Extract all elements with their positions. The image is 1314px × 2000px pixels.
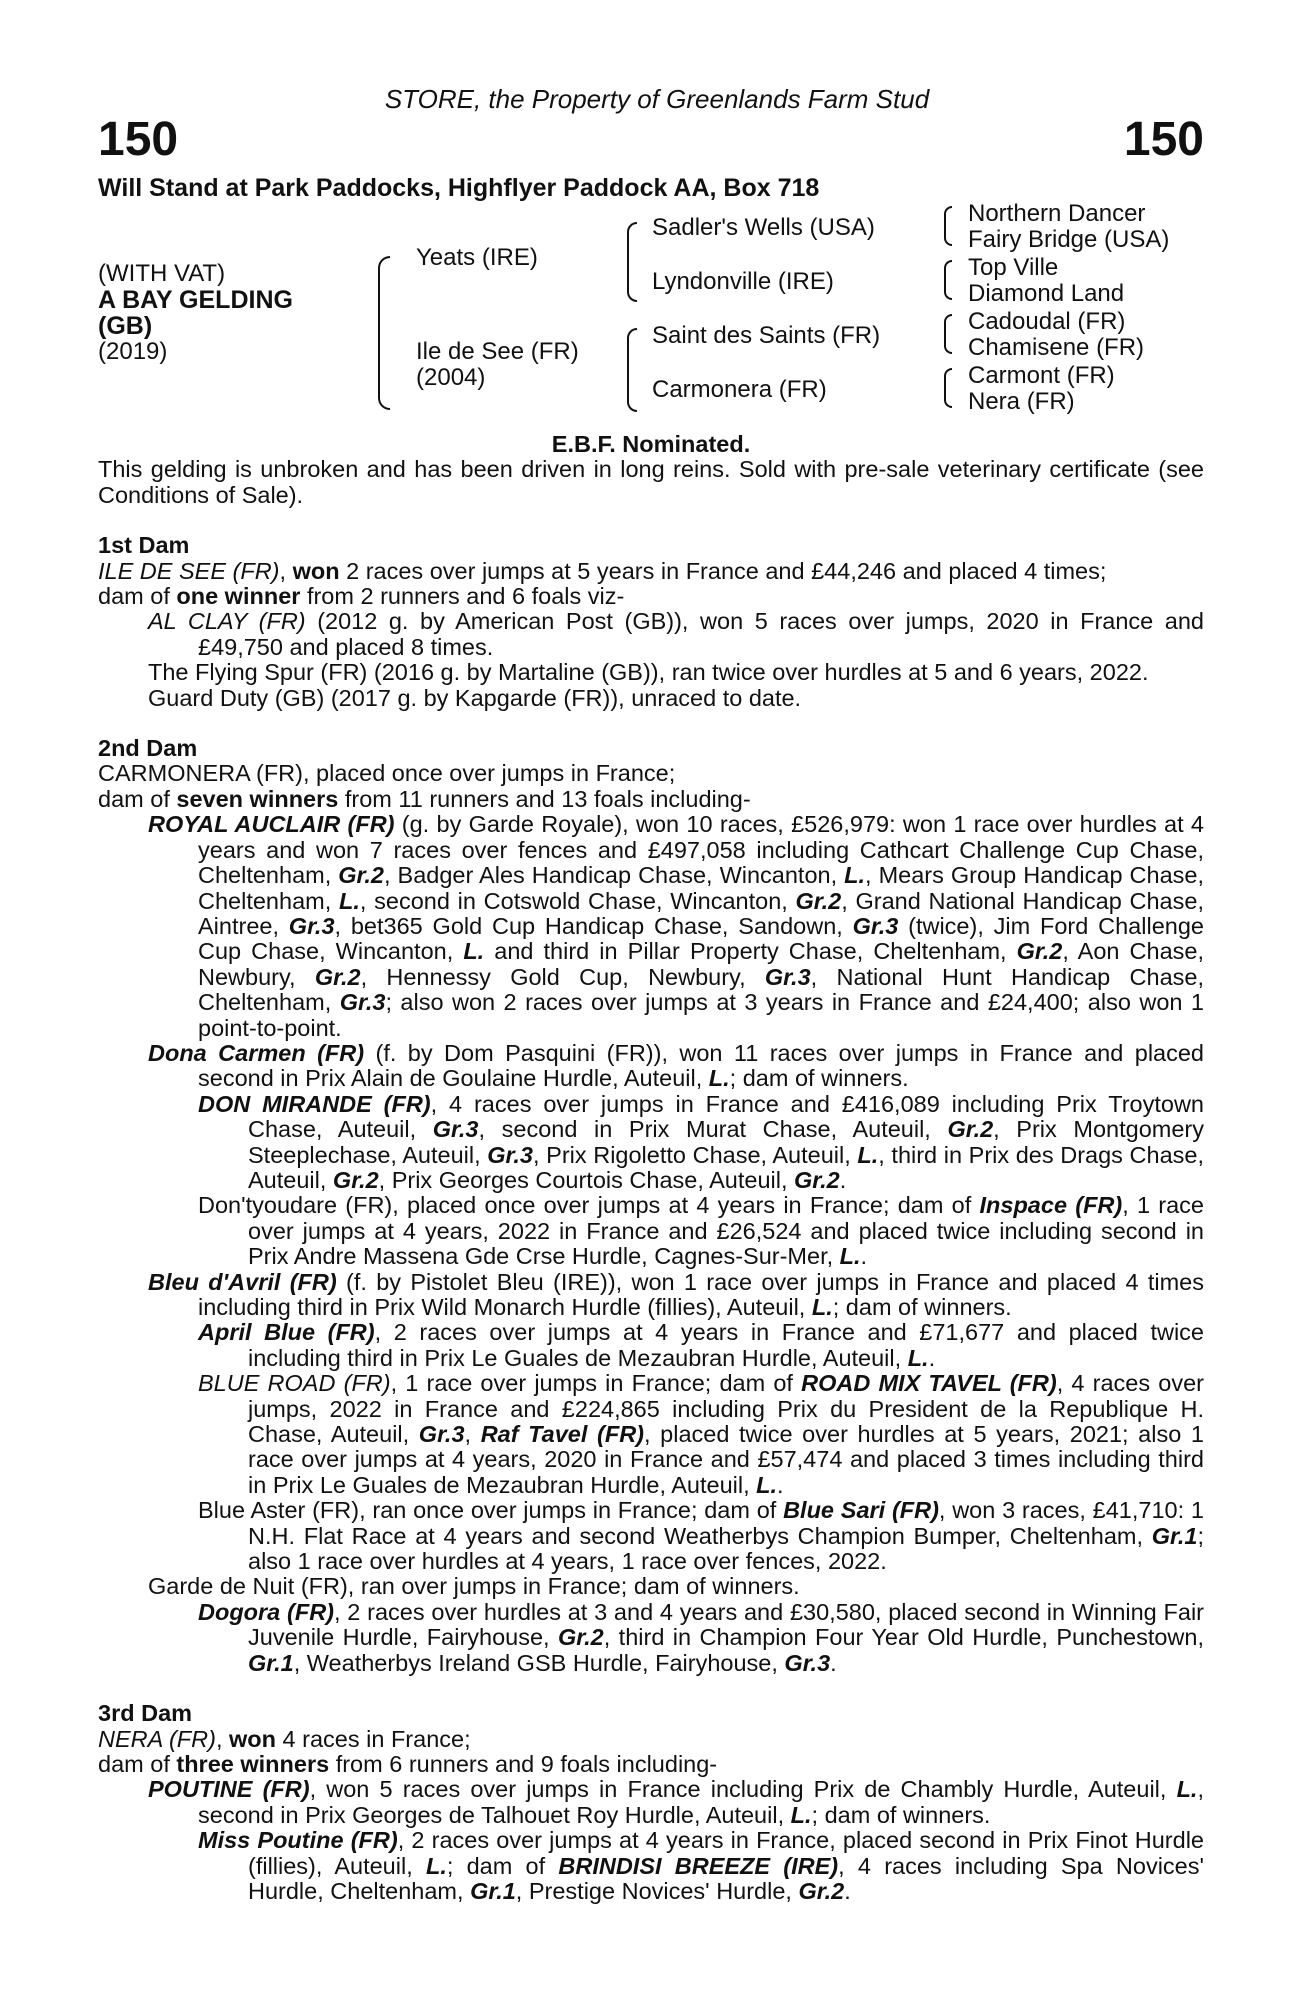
ba-t3: ; also 1 race over hurdles at 4 years, 1 race over fences, 2022. [248, 1522, 1204, 1575]
listed-badge: L. [857, 1141, 879, 1168]
blue-road-entry [98, 1371, 1204, 1498]
blue-sari-name: Blue Sari (FR) [783, 1497, 939, 1524]
don-mirande-entry [98, 1092, 1204, 1194]
grade-badge: Gr.2 [794, 1166, 840, 1193]
grade-badge: Gr.3 [339, 989, 386, 1016]
dona-t1: (f. by Dom Pasquini (FR)), won 11 races over jumps in France and placed second in Prix Alain de Goulaine Hurdle, Auteuil, [198, 1039, 1204, 1092]
br-t2: , 4 races over jumps, 2022 in France and £224,865 including Prix du President de la Republique H. Chase, Auteuil, [248, 1370, 1204, 1448]
april-blue-entry [98, 1320, 1204, 1371]
pou-t2: , second in Prix Georges de Talhouet Roy Hurdle, Auteuil, [198, 1776, 1204, 1828]
sire-sire: Sadler's Wells (USA) [652, 214, 875, 241]
royal-t11: , National Hunt Handicap Chase, Cheltenham, [198, 963, 1204, 1016]
third-dam-winners: three winners [176, 1750, 330, 1777]
listed-badge: L. [790, 1801, 812, 1828]
sire-dam-dam: Diamond Land [968, 280, 1125, 307]
ebf-nominated: E.B.F. Nominated. [551, 431, 751, 457]
dt-t2: , 1 race over jumps at 4 years, 2022 in France and £26,524 and placed twice including second in Prix Andre Massena Gde Crse Hurdle, Cagnes-Sur-Mer, [248, 1192, 1204, 1270]
third-dam-won: won [229, 1725, 276, 1752]
produce-text-1: (2012 g. by American Post (GB)), won 5 races over jumps, 2020 in France and £49,750 and placed 8 times. [198, 608, 1204, 660]
stand-line: Will Stand at Park Paddocks, Highflyer Paddock AA, Box 718 [98, 174, 820, 202]
dam-sire: Saint des Saints (FR) [652, 322, 881, 349]
sire-sire-dam: Fairy Bridge (USA) [968, 226, 1170, 253]
brindisi-breeze-name: BRINDISI BREEZE (IRE) [558, 1852, 839, 1879]
second-dam-line2c: from 11 runners and 13 foals including- [338, 785, 751, 812]
intro-text: This gelding is unbroken and has been driven in long reins. Sold with pre-sale veterinary certificate (see Conditions of Sale). [98, 456, 1204, 508]
grade-badge: Gr.3 [784, 1649, 831, 1676]
dam-year: (2004) [416, 364, 486, 391]
mp-t4: , Prestige Novices' Hurdle, [515, 1877, 799, 1904]
grade-badge: Gr.1 [1151, 1522, 1198, 1549]
april-t1: , 2 races over jumps at 4 years in France and £71,677 and placed twice including third in Prix Le Guales de Mezaubran Hurdle, Auteuil, [248, 1319, 1204, 1371]
dam-sire-sire: Cadoudal (FR) [968, 308, 1126, 335]
grade-badge: Gr.2 [332, 1166, 379, 1193]
royal-t8: and third in Pillar Property Chase, Cheltenham, [484, 938, 1017, 965]
pedigree-table [0, 198, 1314, 428]
third-dam-line2a: dam of [98, 1750, 177, 1777]
first-dam-produce-1 [98, 609, 1204, 660]
dm-t2: , second in Prix Murat Chase, Auteuil, [478, 1116, 948, 1143]
royal-t9: , Aon Chase, Newbury, [198, 938, 1204, 990]
second-dam-heading: 2nd Dam [98, 735, 198, 762]
subject-name-line2: (GB) [98, 312, 153, 340]
listed-badge: L. [463, 938, 485, 965]
first-dam-heading: 1st Dam [98, 532, 190, 559]
first-dam-winners: one winner [176, 583, 301, 610]
sire-sire-sire: Northern Dancer [968, 200, 1146, 227]
grade-badge: Gr.2 [795, 887, 842, 914]
pedigree-bracket-g3-2 [944, 260, 952, 300]
dogora-entry [98, 1600, 1204, 1676]
raf-tavel-name: Raf Tavel (FR) [480, 1421, 644, 1448]
bleu-t2: ; dam of winners. [832, 1294, 1012, 1320]
property-line: STORE, the Property of Greenlands Farm Stud [384, 84, 930, 114]
first-dam-produce-3: Guard Duty (GB) (2017 g. by Kapgarde (FR)), unraced to date. [148, 684, 802, 711]
subject-year: (2019) [98, 338, 168, 365]
vat-label: (WITH VAT) [98, 260, 226, 287]
royal-t7: (twice), Jim Ford Challenge Cup Chase, Wincanton, [198, 912, 1204, 965]
listed-badge: L. [1176, 1776, 1198, 1803]
bleu-davril-entry [98, 1270, 1204, 1321]
br-t3: , [464, 1421, 481, 1448]
third-dam-text: 4 races in France; [276, 1725, 471, 1752]
pedigree-bracket-g3-3 [944, 314, 952, 354]
third-dam-line2 [98, 1752, 1204, 1777]
royal-t2: , Badger Ales Handicap Chase, Wincanton, [384, 862, 845, 889]
garde-de-nuit-entry: Garde de Nuit (FR), ran over jumps in France; dam of winners. [148, 1573, 800, 1600]
first-dam-won: won [292, 557, 340, 584]
don-mirande-name: DON MIRANDE (FR) [198, 1090, 431, 1117]
grade-badge: Gr.3 [418, 1421, 465, 1448]
listed-badge: L. [338, 887, 360, 914]
first-dam-line2 [98, 584, 1204, 609]
dm-t4: , Prix Rigoletto Chase, Auteuil, [533, 1141, 858, 1168]
sire-dam-sire: Top Ville [968, 254, 1059, 281]
lot-number-right: 150 [1123, 113, 1204, 166]
grade-badge: Gr.3 [852, 912, 899, 939]
listed-badge: L. [811, 1294, 833, 1320]
br-t5: . [777, 1471, 784, 1498]
first-dam-name: ILE DE SEE (FR) [98, 557, 280, 584]
royal-auclair-entry [98, 812, 1204, 1041]
dam-sire-dam: Chamisene (FR) [968, 334, 1145, 361]
pedigree-bracket-g3-4 [944, 368, 952, 408]
dogora-name: Dogora (FR) [198, 1598, 334, 1625]
grade-badge: Gr.2 [798, 1877, 845, 1904]
dona-t2: ; dam of winners. [729, 1065, 909, 1092]
grade-badge: Gr.1 [470, 1877, 516, 1904]
first-dam-line2c: from 2 runners and 6 foals viz- [300, 583, 625, 610]
dog-t4: . [830, 1649, 837, 1676]
mp-t2: ; dam of [446, 1852, 559, 1879]
lot-details [98, 432, 1204, 1904]
royal-t4: , second in Cotswold Chase, Wincanton, [359, 887, 796, 914]
miss-poutine-name: Miss Poutine (FR) [198, 1827, 398, 1854]
poutine-name: POUTINE (FR) [148, 1776, 310, 1803]
listed-badge: L. [708, 1065, 730, 1092]
listed-badge: L. [756, 1471, 778, 1498]
listed-badge: L. [839, 1243, 861, 1270]
road-mix-tavel-name: ROAD MIX TAVEL (FR) [801, 1370, 1057, 1397]
grade-badge: Gr.2 [947, 1116, 994, 1143]
royal-auclair-name: ROYAL AUCLAIR (FR) [148, 811, 395, 838]
dona-carmen-entry [98, 1041, 1204, 1092]
third-dam-name: NERA (FR) [98, 1725, 216, 1752]
br-t1: , 1 race over jumps in France; dam of [390, 1370, 802, 1397]
royal-t1: (g. by Garde Royale), won 10 races, £526,979: won 1 race over hurdles at 4 years and won 7 races over fences and £497,058 including Cathcart Challenge Cup Chase, Cheltenham, [198, 811, 1204, 889]
first-dam-produce-2: The Flying Spur (FR) (2016 g. by Martaline (GB)), ran twice over hurdles at 5 and 6 years, 2022. [148, 659, 1149, 686]
dam-dam-sire: Carmont (FR) [968, 362, 1115, 389]
listed-badge: L. [844, 862, 866, 889]
pedigree-bracket-dam-side [627, 328, 637, 412]
ba-t1: Blue Aster (FR), ran once over jumps in France; dam of [198, 1497, 784, 1524]
second-dam-line2a: dam of [98, 785, 177, 812]
ba-t2: , won 3 races, £41,710: 1 N.H. Flat Race at 4 years and second Weatherbys Champion Bumper, Cheltenham, [248, 1497, 1204, 1549]
listed-badge: L. [907, 1344, 929, 1371]
dm-t6: , Prix Georges Courtois Chase, Auteuil, [378, 1166, 795, 1193]
dm-t3: , Prix Montgomery Steeplechase, Auteuil, [248, 1116, 1204, 1168]
blue-road-name: BLUE ROAD (FR) [198, 1370, 391, 1397]
sire: Yeats (IRE) [416, 244, 538, 271]
pedigree-bracket-sire-side [627, 222, 637, 302]
produce-name-1: AL CLAY (FR) [148, 608, 306, 635]
first-dam-line2a: dam of [98, 583, 177, 610]
pou-t1: , won 5 races over jumps in France including Prix de Chambly Hurdle, Auteuil, [309, 1776, 1177, 1803]
royal-t3: , Mears Group Handicap Chase, Cheltenham, [198, 862, 1204, 914]
royal-t5: , Grand National Handicap Chase, Aintree, [198, 887, 1204, 939]
royal-t6: , bet365 Gold Cup Handicap Chase, Sandown, [334, 912, 853, 939]
dm-t1: , 4 races over jumps in France and £416,089 including Prix Troytown Chase, Auteuil, [248, 1090, 1204, 1143]
grade-badge: Gr.3 [288, 912, 335, 939]
grade-badge: Gr.2 [314, 963, 361, 990]
inspace-name: Inspace (FR) [979, 1192, 1123, 1219]
poutine-entry [98, 1777, 1204, 1828]
mp-t1: , 2 races over jumps at 4 years in France, placed second in Prix Finot Hurdle (fillies), Auteuil, [248, 1827, 1204, 1879]
second-dam-winners: seven winners [176, 785, 339, 812]
third-dam-line1: NERA (FR), won 4 races in France; [98, 1725, 471, 1752]
grade-badge: Gr.3 [432, 1116, 479, 1143]
miss-poutine-entry [98, 1828, 1204, 1904]
grade-badge: Gr.3 [764, 963, 811, 990]
dt-t1: Don'tyoudare (FR), placed once over jumps at 4 years in France; dam of [198, 1192, 980, 1219]
dog-t1: , 2 races over hurdles at 3 and 4 years and £30,580, placed second in Winning Fair Juvenile Hurdle, Fairyhouse, [248, 1598, 1204, 1651]
grade-badge: Gr.2 [1016, 938, 1063, 965]
dm-t5: , third in Prix des Drags Chase, Auteuil, [248, 1141, 1204, 1193]
blue-aster-entry [98, 1498, 1204, 1574]
dam: Ile de See (FR) [416, 338, 579, 365]
grade-badge: Gr.2 [558, 1624, 604, 1651]
royal-t10: , Hennessy Gold Cup, Newbury, [360, 963, 765, 990]
mp-t5: . [844, 1877, 851, 1904]
dona-carmen-name: Dona Carmen (FR) [148, 1039, 365, 1066]
dam-dam: Carmonera (FR) [652, 376, 827, 403]
bleu-davril-name: Bleu d'Avril (FR) [148, 1268, 337, 1295]
subject-name-line1: A BAY GELDING [98, 286, 293, 314]
royal-t12: ; also won 2 races over jumps at 3 years in France and £24,400; also won 1 point-to-point. [198, 989, 1204, 1041]
lot-number-left: 150 [98, 113, 179, 166]
mp-t3: , 4 races including Spa Novices' Hurdle, Cheltenham, [248, 1852, 1204, 1904]
april-blue-name: April Blue (FR) [198, 1319, 375, 1346]
grade-badge: Gr.3 [487, 1141, 533, 1168]
april-t2: . [928, 1344, 936, 1371]
second-dam-line1: CARMONERA (FR), placed once over jumps in France; [98, 760, 676, 787]
bleu-t1: (f. by Pistolet Bleu (IRE)), won 1 race over jumps in France and placed 4 times including third in Prix Wild Monarch Hurdle (fillies), Auteuil, [198, 1268, 1204, 1320]
dam-dam-dam: Nera (FR) [968, 388, 1075, 415]
pou-t3: ; dam of winners. [811, 1801, 991, 1828]
pedigree-bracket-gen1 [378, 256, 390, 410]
first-dam-line1: ILE DE SEE (FR), won 2 races over jumps at 5 years in France and £44,246 and placed 4 times; [98, 557, 1107, 584]
first-dam-text: 2 races over jumps at 5 years in France and £44,246 and placed 4 times; [339, 557, 1107, 584]
grade-badge: Gr.1 [248, 1649, 294, 1676]
third-dam-heading: 3rd Dam [98, 1700, 193, 1727]
dog-t2: , third in Champion Four Year Old Hurdle, Punchestown, [603, 1624, 1204, 1651]
dt-t3: . [860, 1243, 868, 1270]
second-dam-line2 [98, 787, 1204, 812]
dontyoudare-entry [98, 1193, 1204, 1269]
dm-t7: . [839, 1166, 847, 1193]
sire-dam: Lyndonville (IRE) [652, 268, 834, 295]
third-dam-line2c: from 6 runners and 9 foals including- [329, 1750, 718, 1777]
listed-badge: L. [425, 1852, 447, 1879]
br-t4: , placed twice over hurdles at 5 years, 2021; also 1 race over jumps at 4 years, 2020 in France and £57,474 and placed 3 times including third in Prix Le Guales de Mezaubran Hurdle, Auteuil, [248, 1421, 1204, 1498]
grade-badge: Gr.2 [338, 862, 384, 889]
pedigree-bracket-g3-1 [944, 206, 952, 246]
dog-t3: , Weatherbys Ireland GSB Hurdle, Fairyhouse, [293, 1649, 785, 1676]
